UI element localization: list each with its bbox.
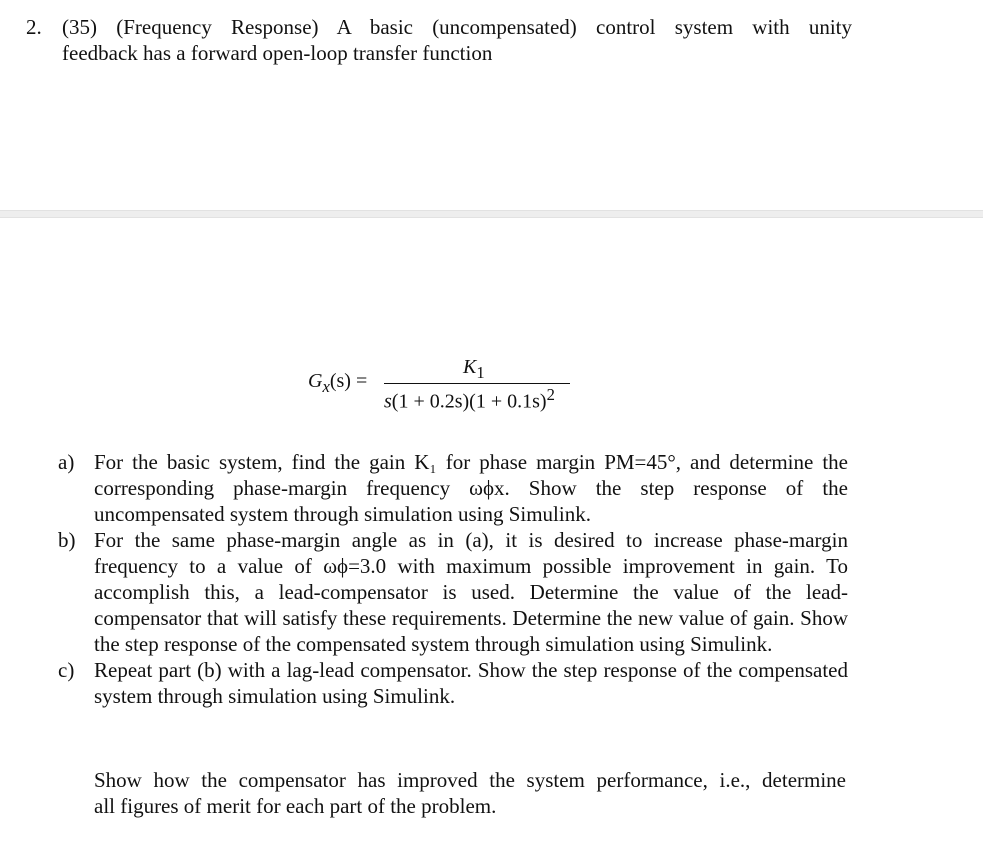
formula-lhs-g: G — [308, 370, 323, 392]
transfer-function-formula — [308, 356, 578, 416]
formula-denominator-exp: 2 — [546, 385, 555, 404]
page-divider — [0, 210, 983, 218]
closing-line2: all figures of merit for each part of the problem. — [94, 794, 497, 818]
question-intro — [62, 14, 852, 66]
formula-denominator-s: s — [384, 390, 392, 413]
part-c-text: Repeat part (b) with a lag-lead compensator. Show the step response of the compensated system through simulation using Simulink. — [94, 658, 848, 708]
question-number: 2. — [26, 15, 42, 39]
formula-lhs-rest: (s) = — [329, 370, 368, 392]
part-b — [58, 527, 848, 657]
formula-denominator — [384, 385, 555, 414]
formula-lhs-sub: x — [322, 377, 330, 396]
formula-denominator-rest: (1 + 0.2s)(1 + 0.1s) — [391, 390, 547, 413]
part-b-label: b) — [58, 528, 76, 552]
question-intro-line1: (35) (Frequency Response) A basic (uncompensated) control system with unity — [62, 15, 852, 39]
part-b-text: For the same phase-margin angle as in (a), it is desired to increase phase-margin frequency to a value of ωϕ=3.0 with maximum possible improvement in gain. To accomplish this, a lead-compensator is used. Determine the value of the lead-compensator that will satisfy these requirements. Determine the new value of gain. Show the step response of the compensated system through simulation using Simulink. — [94, 528, 848, 656]
part-a — [58, 449, 848, 527]
formula-lhs — [308, 370, 367, 397]
part-c — [58, 657, 848, 709]
question-parts — [58, 449, 848, 709]
closing-paragraph — [94, 767, 846, 819]
part-c-label: c) — [58, 658, 75, 682]
closing-line1: Show how the compensator has improved the system performance, i.e., determine — [94, 768, 846, 792]
formula-numerator-sub: 1 — [476, 363, 485, 382]
part-a-label: a) — [58, 450, 75, 474]
fraction-bar — [384, 383, 570, 384]
formula-numerator-k: K — [463, 356, 477, 378]
part-a-text: For the basic system, find the gain K₁ for phase margin PM=45°, and determine the corresponding phase-margin frequency ωϕx. Show the step response of the uncompensated system through simulation using Simulink. — [94, 450, 848, 526]
question-intro-line2: feedback has a forward open-loop transfer function — [62, 41, 493, 65]
formula-numerator — [463, 356, 485, 383]
